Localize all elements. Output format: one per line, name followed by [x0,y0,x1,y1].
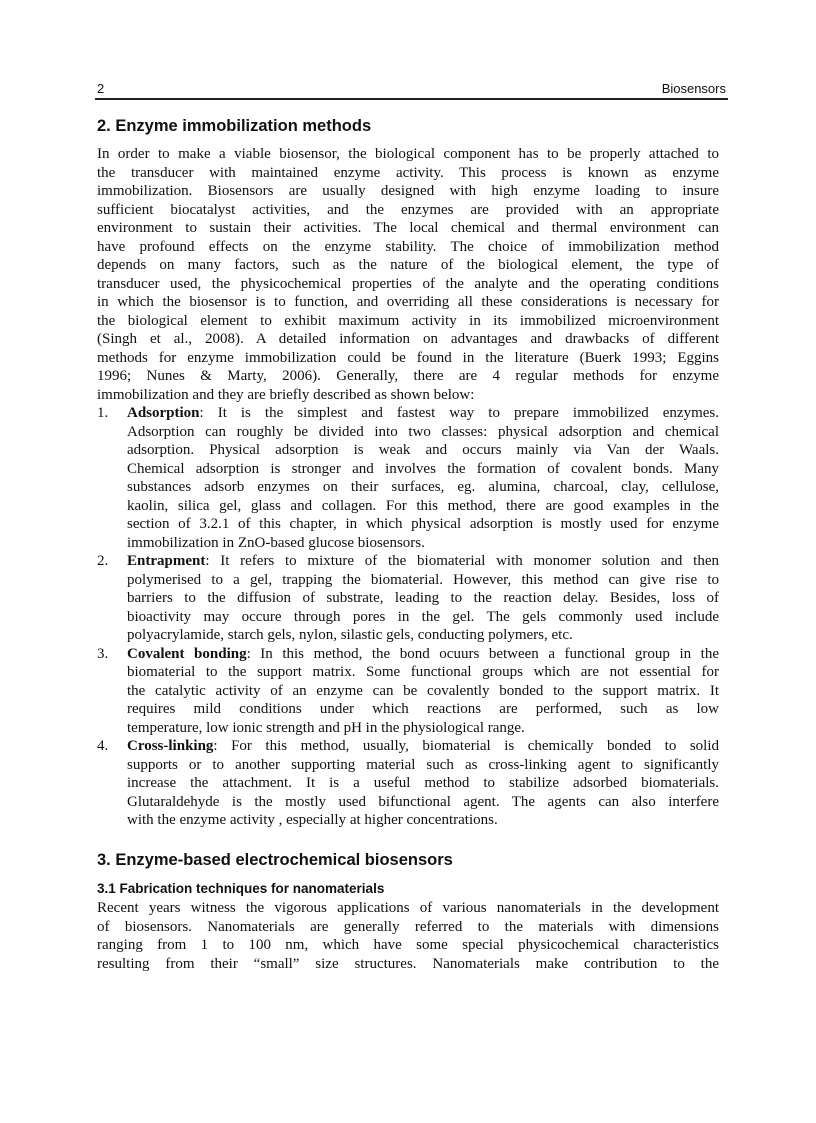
text-line: In order to make a viable biosensor, the biological component has to be properly attached to [97,146,719,162]
text-line: bioactivity may occure through pores in the gel. The gels commonly used include [127,608,719,625]
section-3-1-subheading: 3.1 Fabrication techniques for nanomaterials [97,881,385,896]
text-line: Recent years witness the vigorous applications of various nanomaterials in the development [97,900,719,916]
text-line: of biosensors. Nanomaterials are generally referred to the materials with dimensions [97,918,719,935]
method-description: : It is the simplest and fastest way to prepare immobilized enzymes. [199,405,719,421]
text-line [127,645,719,664]
text-line: barriers to the diffusion of substrate, leading to the reaction delay. Besides, loss of [127,590,719,606]
running-title: Biosensors [661,81,726,96]
text-line: biomaterial to the support matrix. Some functional groups which are not essential for [127,664,719,680]
section-2-paragraph [97,145,719,404]
text-line: temperature, low ionic strength and pH in the physiological range. [127,719,525,736]
text-line: kaolin, silica gel, glass and collagen. For this method, there are good examples in the [127,497,719,514]
section-3-heading: 3. Enzyme-based electrochemical biosensors [97,851,453,869]
list-number: 4. [97,738,109,754]
method-term: Entrapment [127,553,206,569]
list-item [97,404,719,552]
text-line: immobilization and they are briefly described as shown below: [97,386,475,403]
text-line: 1996; Nunes & Marty, 2006). Generally, there are 4 regular methods for enzyme [97,368,719,384]
text-line [127,404,719,423]
text-line: polymerised to a gel, trapping the biomaterial. However, this method can give rise to [127,571,719,588]
section-3-1-paragraph [97,899,719,973]
text-line: immobilization. Biosensors are usually designed with high enzyme loading to insure [97,183,719,199]
list-number: 2. [97,553,109,569]
method-description: : For this method, usually, biomaterial is chemically bonded to solid [213,738,719,754]
text-line: in which the biosensor is to function, and overriding all these considerations is necessary for [97,294,719,310]
text-line: the biological element to exhibit maximum activity in its immobilized microenvironment [97,312,719,329]
text-line [127,737,719,756]
text-line: environment to sustain their activities. The local chemical and thermal environment can [97,220,719,236]
text-line: the transducer with maintained enzyme activity. This process is known as enzyme [97,164,719,181]
list-item [97,552,719,645]
text-line [127,552,719,571]
list-item [97,737,719,830]
text-line: depends on many factors, such as the nature of the biological element, the type of [97,257,719,273]
text-line: requires mild conditions under which reactions are performed, such as low [127,701,719,717]
text-line: adsorption. Physical adsorption is weak and occurs mainly via Van der Waals. [127,442,719,458]
text-line: immobilization in ZnO-based glucose biosensors. [127,534,425,551]
text-line: Glutaraldehyde is the mostly used bifunctional agent. The agents can also interfere [127,793,719,810]
text-line: section of 3.2.1 of this chapter, in which physical adsorption is mostly used for enzyme [127,516,719,532]
section-2-heading: 2. Enzyme immobilization methods [97,117,372,135]
list-number: 1. [97,405,109,421]
method-term: Covalent bonding [127,645,247,662]
running-header [95,80,728,100]
method-description: : In this method, the bond ocuurs between a functional group in the [246,645,719,662]
section-2-body [97,145,719,830]
text-line: transducer used, the physicochemical properties of the analyte and the operating conditions [97,275,719,292]
text-line: polyacrylamide, starch gels, nylon, silastic gels, conducting polymers, etc. [127,627,573,643]
method-description: : It refers to mixture of the biomaterial with monomer solution and then [205,553,719,569]
text-line: supports or to another supporting material such as cross-linking agent to significantly [127,756,719,773]
text-line: (Singh et al., 2008). A detailed information on advantages and drawbacks of different [97,331,719,347]
text-line: methods for enzyme immobilization could be found in the literature (Buerk 1993; Eggins [97,349,719,366]
text-line: ranging from 1 to 100 nm, which have some special physicochemical characteristics [97,937,719,953]
text-line: the catalytic activity of an enzyme can be covalently bonded to the support matrix. It [127,682,719,699]
immobilization-methods-list [97,404,719,830]
text-line: resulting from their “small” size structures. Nanomaterials make contribution to the [97,955,719,972]
text-line: Adsorption can roughly be divided into two classes: physical adsorption and chemical [127,423,719,440]
method-term: Adsorption [127,405,200,421]
list-number: 3. [97,645,109,662]
list-item [97,645,719,738]
method-term: Cross-linking [127,738,214,754]
text-line: have profound effects on the enzyme stability. The choice of immobilization method [97,238,719,255]
page-number: 2 [97,81,105,96]
text-line: sufficient biocatalyst activities, and the enzymes are provided with an appropriate [97,201,719,218]
text-line: with the enzyme activity , especially at higher concentrations. [127,812,498,828]
text-line: increase the attachment. It is a useful method to stabilize adsorbed biomaterials. [127,775,719,791]
text-line: substances adsorb enzymes on their surfaces, eg. alumina, charcoal, clay, cellulose, [127,479,719,495]
text-line: Chemical adsorption is stronger and involves the formation of covalent bonds. Many [127,460,719,477]
